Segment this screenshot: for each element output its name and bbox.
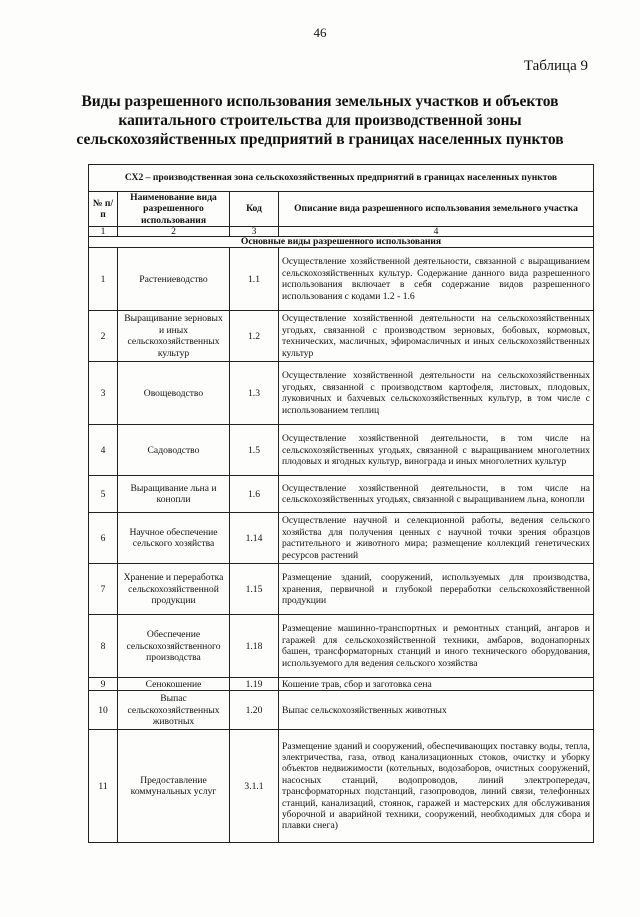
- row-code: 1.1: [230, 248, 279, 311]
- row-name: Хранение и переработка сельскохозяйственной продукции: [118, 564, 230, 615]
- table-row: [89, 678, 594, 691]
- table-row: [89, 362, 594, 425]
- title-line: капитального строительства для производственной зоны: [118, 112, 522, 129]
- row-description: Кошение трав, сбор и заготовка сена: [279, 678, 594, 691]
- row-code: 1.19: [230, 678, 279, 691]
- row-code: 1.5: [230, 425, 279, 476]
- section-heading: Основные виды разрешенного использования: [89, 237, 594, 248]
- row-name: Предоставление коммунальных услуг: [118, 730, 230, 843]
- row-num: 3: [89, 362, 118, 425]
- table-row: [89, 513, 594, 564]
- row-code: 1.6: [230, 476, 279, 513]
- row-code: 1.18: [230, 615, 279, 678]
- row-name: Выращивание зерновых и иных сельскохозяйственных культур: [118, 311, 230, 362]
- row-name: Выращивание льна и конопли: [118, 476, 230, 513]
- table-row: [89, 311, 594, 362]
- row-name: Выпас сельскохозяйственных животных: [118, 691, 230, 730]
- row-name: Научное обеспечение сельского хозяйства: [118, 513, 230, 564]
- table-row: [89, 248, 594, 311]
- row-num: 4: [89, 425, 118, 476]
- column-number: 3: [230, 227, 279, 237]
- row-num: 6: [89, 513, 118, 564]
- row-name: Обеспечение сельскохозяйственного производства: [118, 615, 230, 678]
- row-code: 1.2: [230, 311, 279, 362]
- row-num: 2: [89, 311, 118, 362]
- row-description: Осуществление научной и селекционной работы, ведения сельского хозяйства для получения ценных с научной точки зрения образцов растительного и животного мира; размещение коллекций генетических ресурсов растений: [279, 513, 594, 564]
- column-number: 2: [118, 227, 230, 237]
- row-description: Осуществление хозяйственной деятельности на сельскохозяйственных угодьях, связанной с производством картофеля, листовых, плодовых, луковичных и бахчевых сельскохозяйственных культур, в том числе с использованием теплиц: [279, 362, 594, 425]
- row-code: 1.15: [230, 564, 279, 615]
- row-description: Размещение зданий, сооружений, используемых для производства, хранения, первичной и глубокой переработки сельскохозяйственной продукции: [279, 564, 594, 615]
- header-num: № п/п: [89, 192, 118, 227]
- row-name: Сенокошение: [118, 678, 230, 691]
- row-code: 3.1.1: [230, 730, 279, 843]
- table-row: [89, 476, 594, 513]
- row-num: 11: [89, 730, 118, 843]
- title-line: сельскохозяйственных предприятий в границах населенных пунктов: [76, 131, 564, 148]
- page-number: 46: [313, 25, 327, 40]
- table-label: Таблица 9: [523, 58, 588, 74]
- header-name: Наименование вида разрешенного использования: [118, 192, 230, 227]
- row-description: Размещение машинно-транспортных и ремонтных станций, ангаров и гаражей для сельскохозяйственной техники, амбаров, водонапорных башен, трансформаторных станций и иного технического оборудования, используемого для ведения сельского хозяйства: [279, 615, 594, 678]
- row-description: Осуществление хозяйственной деятельности, в том числе на сельскохозяйственных угодьях, связанной с выращиванием льна, конопли: [279, 476, 594, 513]
- row-name: Овощеводство: [118, 362, 230, 425]
- header-code: Код: [230, 192, 279, 227]
- table-row: [89, 425, 594, 476]
- document-title: [60, 92, 580, 149]
- zone-heading: СХ2 – производственная зона сельскохозяйственных предприятий в границах населенных пунктов: [89, 165, 594, 192]
- row-description: Осуществление хозяйственной деятельности на сельскохозяйственных угодьях, связанной с производством зерновых, бобовых, кормовых, технических, масличных, эфиромасличных и иных сельскохозяйственных культур: [279, 311, 594, 362]
- row-num: 10: [89, 691, 118, 730]
- land-use-table: [88, 164, 594, 843]
- table-row: [89, 615, 594, 678]
- row-num: 8: [89, 615, 118, 678]
- row-description: Осуществление хозяйственной деятельности, в том числе на сельскохозяйственных угодьях, связанной с выращиванием многолетних плодовых и ягодных культур, винограда и иных многолетних культур: [279, 425, 594, 476]
- row-code: 1.20: [230, 691, 279, 730]
- title-line: Виды разрешенного использования земельных участков и объектов: [81, 93, 559, 110]
- column-number: 4: [279, 227, 594, 237]
- row-num: 5: [89, 476, 118, 513]
- row-num: 9: [89, 678, 118, 691]
- header-description: Описание вида разрешенного использования земельного участка: [279, 192, 594, 227]
- row-code: 1.3: [230, 362, 279, 425]
- table-row: [89, 691, 594, 730]
- table-row: [89, 564, 594, 615]
- row-description: Осуществление хозяйственной деятельности, связанной с выращиванием сельскохозяйственных культур. Содержание данного вида разрешенного использования включает в себя содержание видов разрешенного использования с кодами 1.2 - 1.6: [279, 248, 594, 311]
- column-number: 1: [89, 227, 118, 237]
- table-row: [89, 730, 594, 843]
- row-name: Садоводство: [118, 425, 230, 476]
- row-num: 1: [89, 248, 118, 311]
- row-num: 7: [89, 564, 118, 615]
- row-description: Размещение зданий и сооружений, обеспечивающих поставку воды, тепла, электричества, газа, отвод канализационных стоков, очистку и уборку объектов недвижимости (котельных, водозаборов, очистных сооружений, насосных станций, водопроводов, линий электропередач, трансформаторных подстанций, газопроводов, линий связи, телефонных станций, канализаций, стоянок, гаражей и мастерских для обслуживания уборочной и аварийной техники, сооружений, необходимых для сбора и плавки снега): [279, 730, 594, 843]
- row-code: 1.14: [230, 513, 279, 564]
- row-description: Выпас сельскохозяйственных животных: [279, 691, 594, 730]
- row-name: Растениеводство: [118, 248, 230, 311]
